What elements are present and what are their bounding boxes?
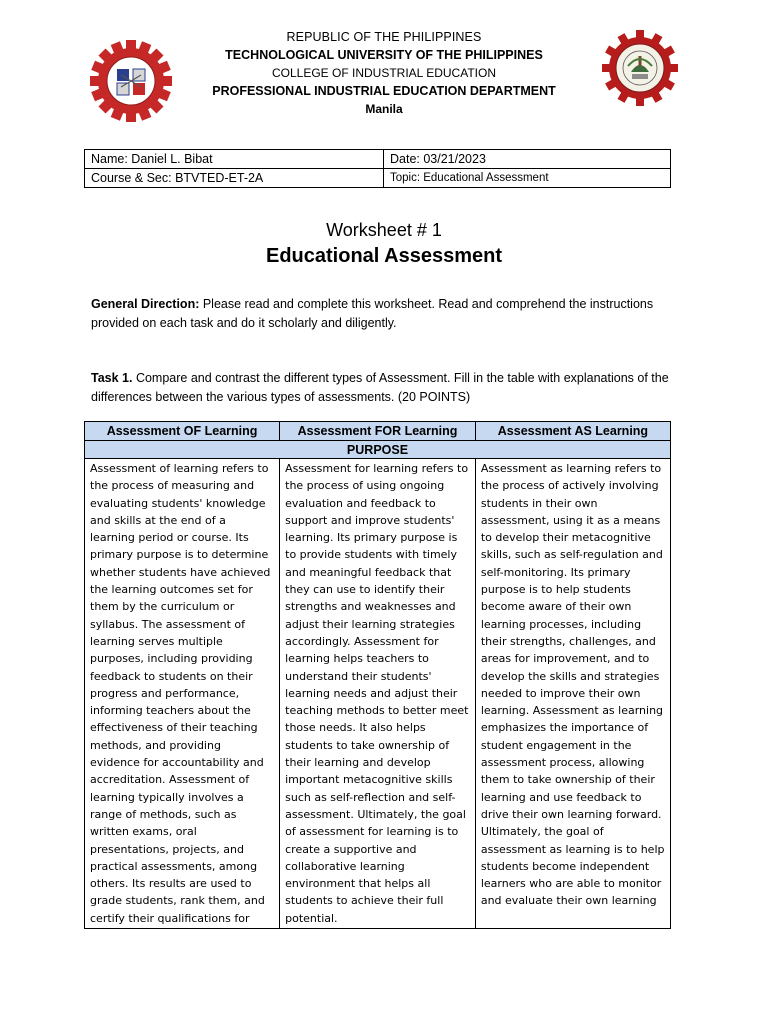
course-section: Course & Sec: BTVTED-ET-2A — [85, 169, 384, 188]
section-purpose: PURPOSE — [85, 441, 671, 459]
header-department: PROFESSIONAL INDUSTRIAL EDUCATION DEPARTMENT — [212, 84, 556, 98]
header-university: TECHNOLOGICAL UNIVERSITY OF THE PHILIPPINES — [225, 48, 543, 62]
general-direction — [91, 295, 681, 333]
submission-date: Date: 03/21/2023 — [384, 150, 671, 169]
cell-assessment-as-learning: Assessment as learning refers to the process of actively involving students in their own assessment, using it as a means to develop their metacognitive skills, such as self-regulation and self-monitoring. Its primary purpose is to help students become aware of their own learning processes, including their strengths, challenges, and areas for improvement, and to develop the skills and strategies needed to improve their own learning. Assessment as learning emphasizes the importance of student engagement in the assessment process, allowing them to take ownership of their learning and use feedback to drive their own learning forward. Ultimately, the goal of assessment as learning is to help students become independent learners who are able to monitor and evaluate their own learning — [475, 459, 670, 929]
header-city: Manila — [365, 102, 403, 116]
cell-assessment-for-learning: Assessment for learning refers to the process of using ongoing evaluation and feedback to support and improve students' learning. Its primary purpose is to provide students with timely and meaningful feedback that they can use to identify their strengths and weaknesses and adjust their learning strategies accordingly. Assessment for learning helps teachers to understand their students' learning needs and adjust their teaching methods to better meet those needs. It also helps students to take ownership of their learning and develop important metacognitive skills such as self-reflection and self-assessment. Ultimately, the goal of assessment for learning is to create a supportive and collaborative learning environment that helps all students to achieve their full potential. — [280, 459, 476, 929]
cell-assessment-of-learning: Assessment of learning refers to the process of measuring and evaluating students' knowledge and skills at the end of a learning period or course. Its primary purpose is to determine whether students have achieved the learning outcomes set for them by the curriculum or syllabus. The assessment of learning serves multiple purposes, including providing feedback to students on their progress and performance, informing teachers about the effectiveness of their teaching methods, and providing evidence for accountability and accreditation. Assessment of learning typically involves a range of methods, such as written exams, oral presentations, projects, and practical assessments, among others. Its results are used to grade students, rank them, and certify their qualifications for — [85, 459, 280, 929]
student-info-table — [84, 149, 671, 188]
worksheet-title: Educational Assessment — [265, 245, 502, 267]
student-name: Name: Daniel L. Bibat — [85, 150, 384, 169]
general-direction-text: Please read and complete this worksheet. Read and comprehend the instructions provided on each task and do it scholarly and diligently. — [91, 297, 654, 330]
topic: Topic: Educational Assessment — [384, 169, 671, 188]
header-college: COLLEGE OF INDUSTRIAL EDUCATION — [271, 66, 497, 80]
header-republic: REPUBLIC OF THE PHILIPPINES — [286, 30, 482, 44]
task-1-text: Compare and contrast the different types of Assessment. Fill in the table with explanations of the differences between the various types of assessments. (20 POINTS) — [91, 371, 669, 404]
general-direction-label: General Direction: — [91, 297, 200, 311]
task-1-instructions — [91, 369, 681, 407]
header-assessment-for-learning: Assessment FOR Learning — [280, 422, 476, 441]
letterhead — [0, 28, 768, 118]
worksheet-number: Worksheet # 1 — [326, 220, 442, 240]
assessment-comparison-table — [84, 421, 671, 929]
header-assessment-as-learning: Assessment AS Learning — [475, 422, 670, 441]
header-assessment-of-learning: Assessment OF Learning — [85, 422, 280, 441]
task-1-label: Task 1. — [91, 371, 133, 385]
